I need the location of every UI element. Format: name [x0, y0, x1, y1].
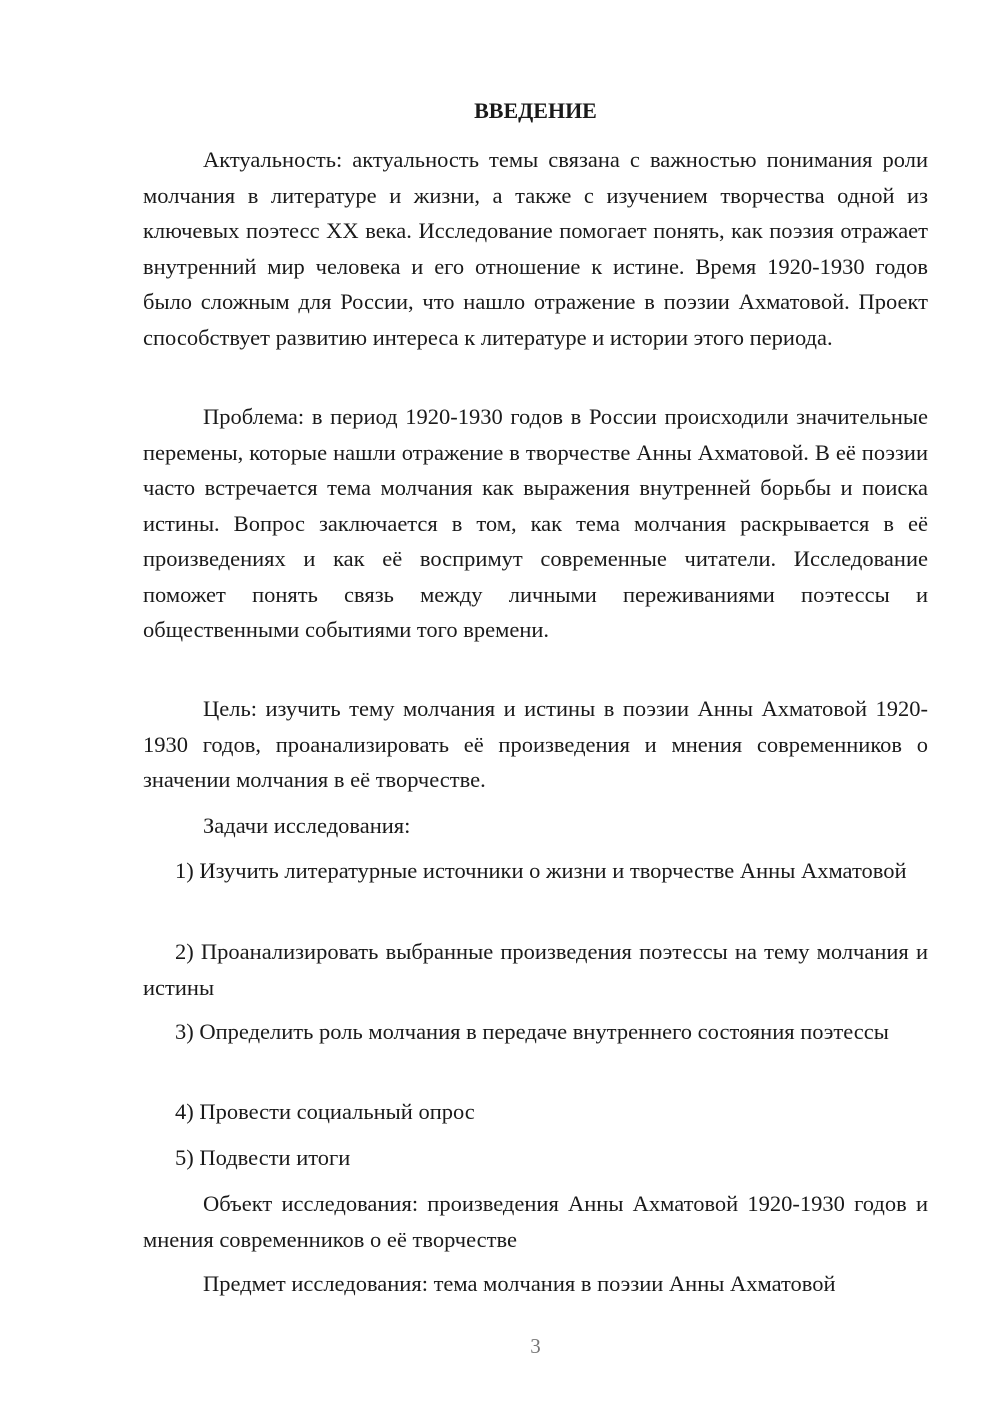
object-paragraph: Объект исследования: произведения Анны Ахматовой 1920-1930 годов и мнения современников о её творчестве	[143, 1191, 928, 1252]
task-item-2: 2) Проанализировать выбранные произведения поэтессы на тему молчания и истины	[143, 939, 928, 1000]
subject-paragraph: Предмет исследования: тема молчания в поэзии Анны Ахматовой	[203, 1271, 836, 1296]
task-item-4: 4) Провести социальный опрос	[175, 1099, 475, 1124]
relevance-paragraph: Актуальность: актуальность темы связана с важностью понимания роли молчания в литературе и жизни, а также с изучением творчества одной из ключевых поэтесс XX века. Исследование помогает понять, как поэзия отражает внутренний мир человека и его отношение к истине. Время 1920-1930 годов было сложным для России, что нашло отражение в поэзии Ахматовой. Проект способствует развитию интереса к литературе и истории этого периода.	[143, 147, 928, 350]
section-heading: ВВЕДЕНИЕ	[474, 98, 597, 123]
task-item-5: 5) Подвести итоги	[175, 1145, 351, 1170]
document-page	[143, 0, 928, 1414]
page-number: 3	[530, 1334, 541, 1358]
task-item-3: 3) Определить роль молчания в передаче внутреннего состояния поэтессы	[175, 1019, 889, 1044]
tasks-title: Задачи исследования:	[203, 813, 411, 838]
goal-paragraph: Цель: изучить тему молчания и истины в поэзии Анны Ахматовой 1920-1930 годов, проанализировать её произведения и мнения современников о значении молчания в её творчестве.	[143, 696, 928, 792]
task-item-1: 1) Изучить литературные источники о жизни и творчестве Анны Ахматовой	[175, 858, 907, 883]
problem-paragraph: Проблема: в период 1920-1930 годов в России происходили значительные перемены, которые нашли отражение в творчестве Анны Ахматовой. В её поэзии часто встречается тема молчания как выражения внутренней борьбы и поиска истины. Вопрос заключается в том, как тема молчания раскрывается в её произведениях и как её воспримут современные читатели. Исследование поможет понять связь между личными переживаниями поэтессы и общественными событиями того времени.	[143, 404, 928, 642]
